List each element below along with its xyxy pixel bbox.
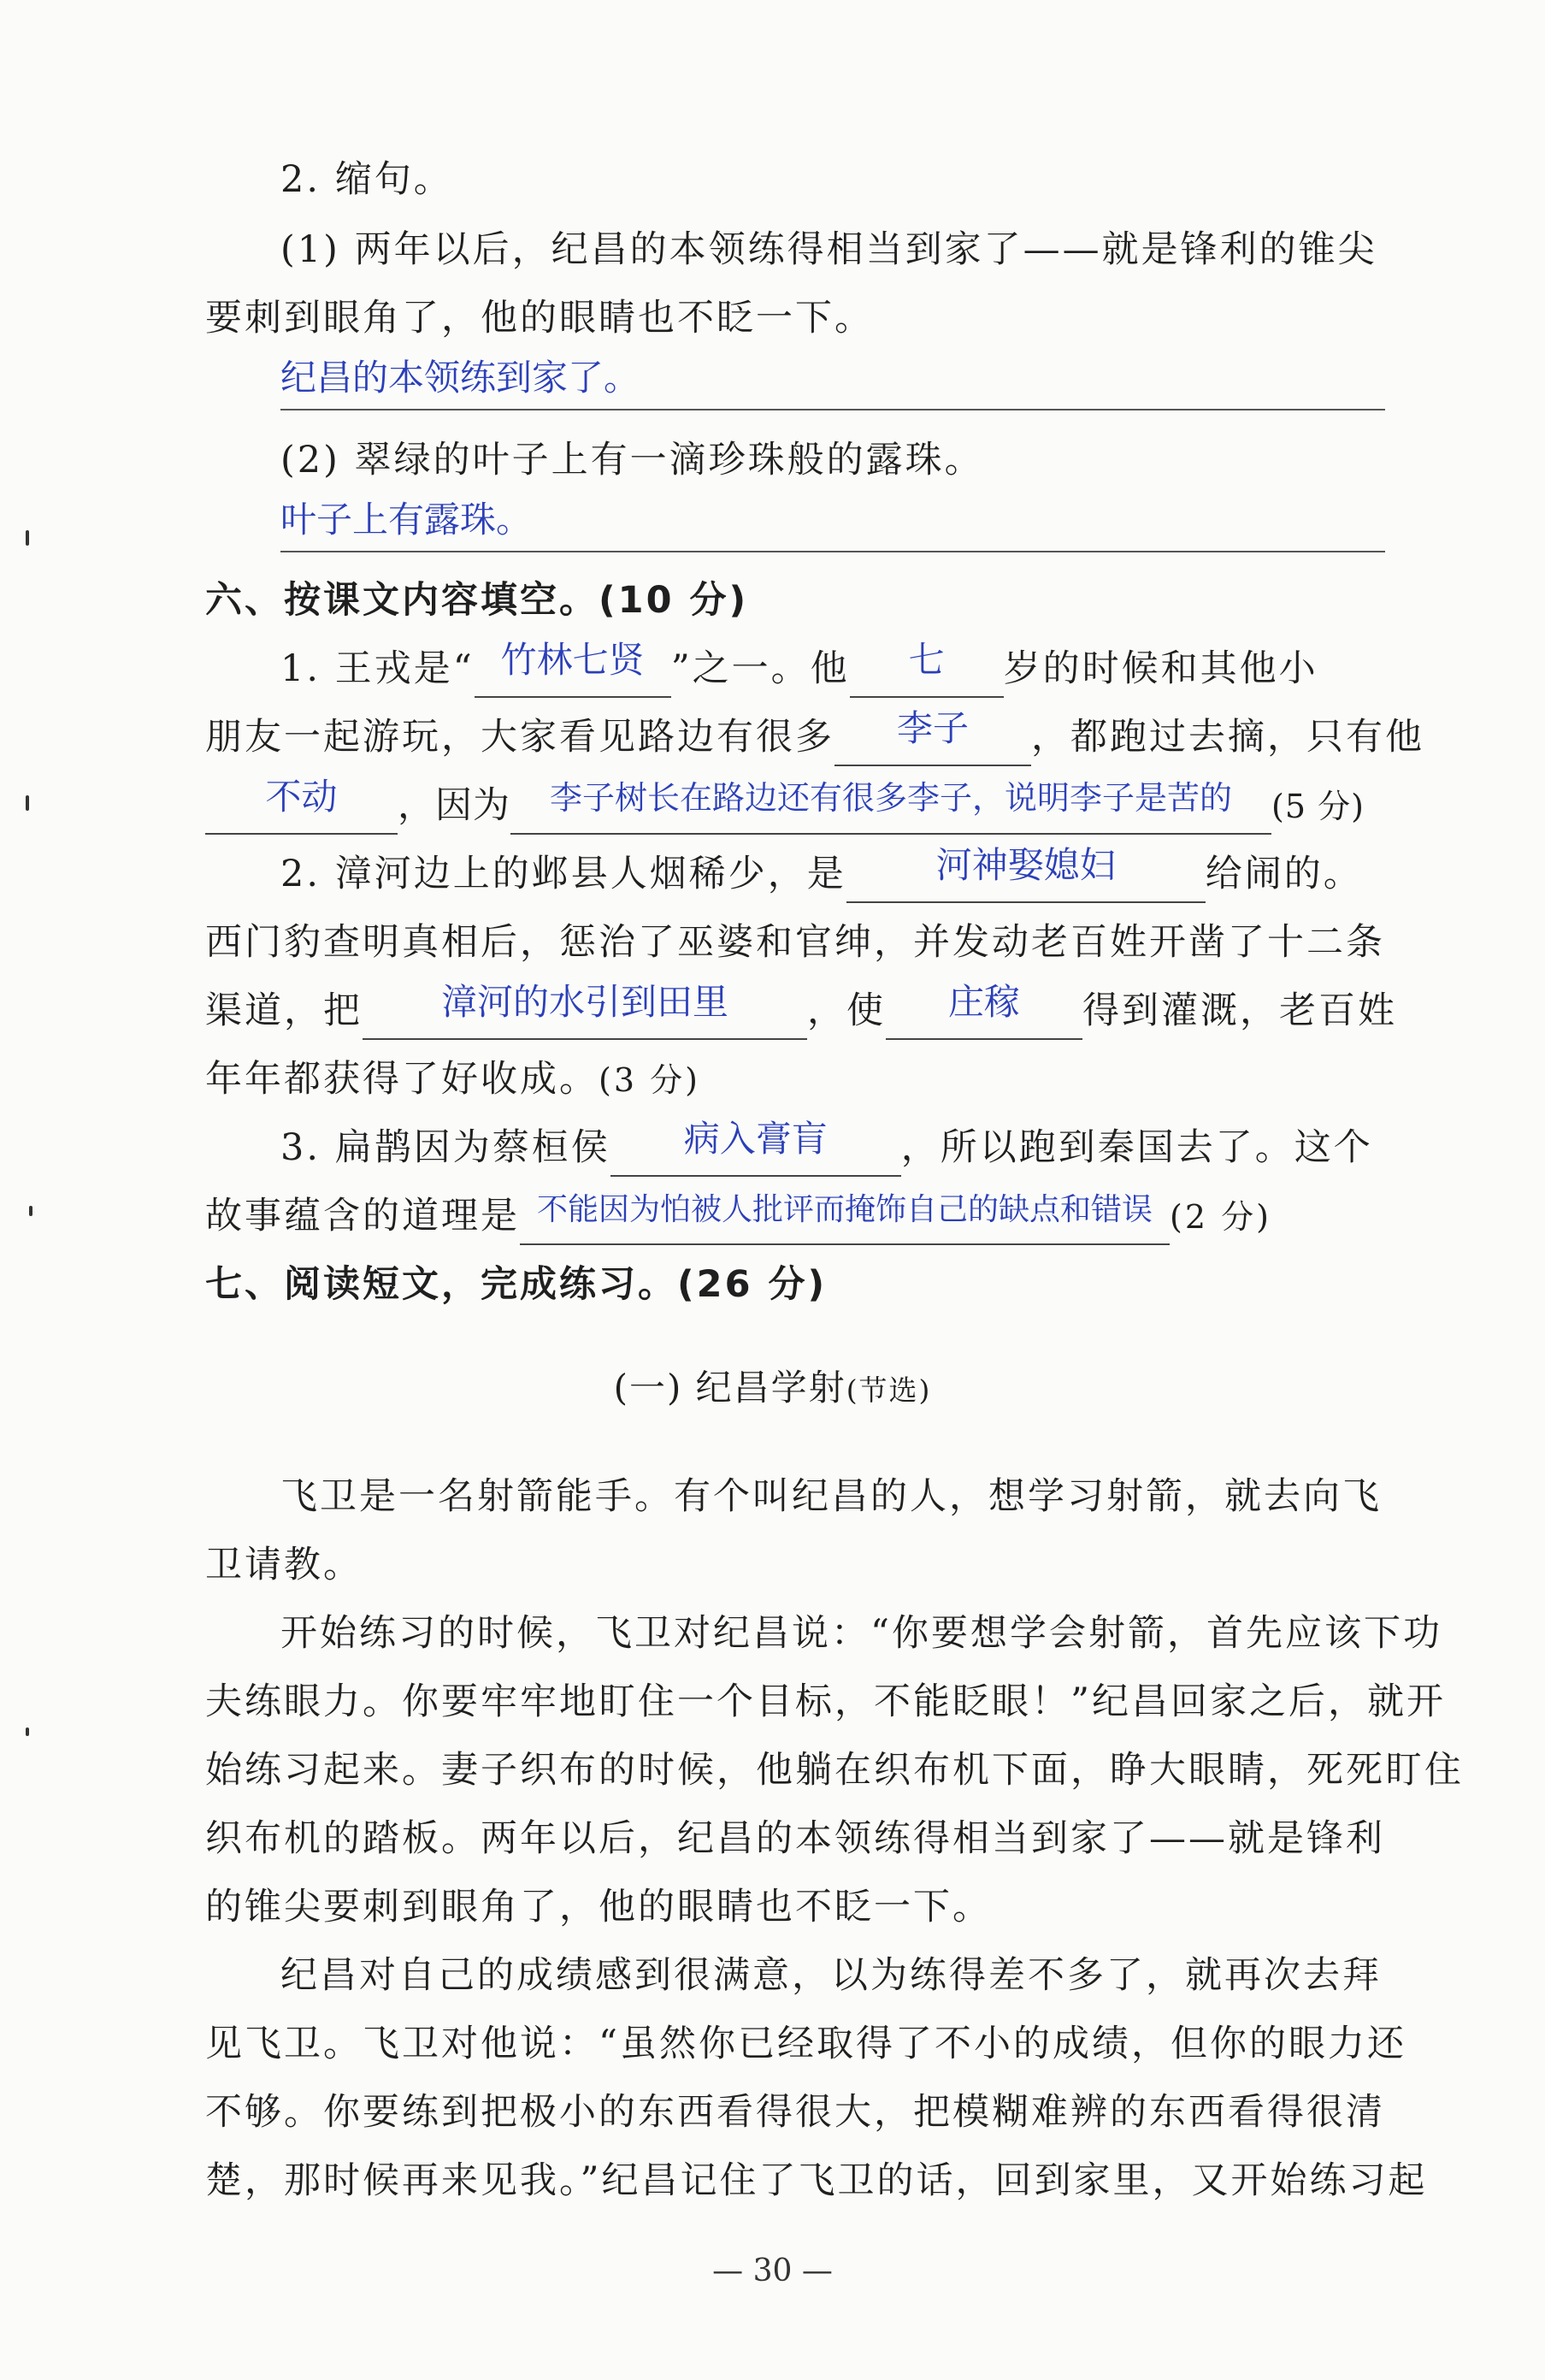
q2-s2-answer: 叶子上有露珠。 xyxy=(280,499,533,540)
text: ，使 xyxy=(807,989,886,1032)
binding-mark xyxy=(26,530,29,546)
blank-stay xyxy=(205,776,398,835)
sec6-p2-line3 xyxy=(205,981,1397,1040)
text: 年年都获得了好收成。 xyxy=(205,1058,599,1101)
text: 3. 扁鹊因为蔡桓侯 xyxy=(280,1126,610,1169)
page-number: — 30 — xyxy=(712,2253,833,2288)
answer-text: 漳河的水引到田里 xyxy=(440,981,728,1023)
text: ”之一。他 xyxy=(670,647,850,690)
sec6-p3-line1 xyxy=(280,1118,1460,1177)
para1-line: 飞卫是一名射箭能手。有个叫纪昌的人，想学习射箭，就去向飞 xyxy=(280,1475,1382,1518)
text: 渠道，把 xyxy=(205,989,363,1032)
text: 给闹的。 xyxy=(1205,853,1363,895)
binding-mark xyxy=(26,1727,29,1736)
sec6-p1-line3 xyxy=(205,776,1385,835)
score: (2 分) xyxy=(1170,1198,1271,1236)
q2-s1-line2: 要刺到眼角了，他的眼睛也不眨一下。 xyxy=(205,297,874,340)
answer-text: 李子树长在路边还有很多李子，说明李子是苦的 xyxy=(549,779,1232,817)
text: 得到灌溉，老百姓 xyxy=(1082,989,1397,1032)
answer-text: 不能因为怕被人批评而掩饰自己的缺点和错误 xyxy=(536,1192,1153,1227)
para3-line: 见飞卫。飞卫对他说：“虽然你已经取得了不小的成绩，但你的眼力还 xyxy=(205,2023,1406,2065)
para3-line: 不够。你要练到把极小的东西看得很大，把模糊难辨的东西看得很清 xyxy=(205,2091,1385,2134)
q2-s2-line1: (2) 翠绿的叶子上有一滴珍珠般的露珠。 xyxy=(280,439,984,481)
sec6-p1-line2 xyxy=(205,707,1424,766)
text: 2. 漳河边上的邺县人烟稀少，是 xyxy=(280,853,846,895)
blank-water xyxy=(363,981,807,1040)
sec6-p1-line1 xyxy=(280,639,1460,698)
score: (5 分) xyxy=(1271,788,1365,825)
para3-line: 楚，那时候再来见我。”纪昌记住了飞卫的话，回到家里，又开始练习起 xyxy=(205,2159,1428,2202)
answer-line xyxy=(280,551,1385,552)
blank-reason xyxy=(510,779,1271,835)
blank-bamboo xyxy=(475,639,671,698)
blank-river-god xyxy=(846,844,1206,903)
para2-line: 夫练眼力。你要牢牢地盯住一个目标，不能眨眼！”纪昌回家之后，就开 xyxy=(205,1680,1446,1723)
para3-line: 纪昌对自己的成绩感到很满意，以为练得差不多了，就再次去拜 xyxy=(280,1954,1382,1997)
para2-line: 织布机的踏板。两年以后，纪昌的本领练得相当到家了——就是锋利 xyxy=(205,1817,1385,1860)
q2-s1-answer: 纪昌的本领练到家了。 xyxy=(280,357,640,399)
text: ，所以跑到秦国去了。这个 xyxy=(900,1126,1373,1169)
para2-line: 始练习起来。妻子织布的时候，他躺在织布机下面，睁大眼睛，死死盯住 xyxy=(205,1749,1464,1792)
section7-heading: 七、阅读短文，完成练习。(26 分) xyxy=(205,1263,828,1306)
text: ，都跑过去摘，只有他 xyxy=(1031,716,1424,759)
answer-text: 七 xyxy=(908,639,945,681)
text: ，因为 xyxy=(398,784,510,827)
blank-age xyxy=(850,639,1004,698)
passage-title xyxy=(0,1360,1545,1411)
blank-crops xyxy=(886,981,1082,1040)
blank-illness xyxy=(610,1118,901,1177)
para2-line: 开始练习的时候，飞卫对纪昌说：“你要想学会射箭，首先应该下功 xyxy=(280,1612,1442,1655)
para2-line: 的锥尖要刺到眼角了，他的眼睛也不眨一下。 xyxy=(205,1886,992,1928)
binding-mark xyxy=(29,1206,32,1216)
answer-line xyxy=(280,409,1385,410)
text: 岁的时候和其他小 xyxy=(1003,647,1318,690)
answer-text: 庄稼 xyxy=(947,981,1020,1023)
answer-text: 李子 xyxy=(896,707,969,749)
passage-title-note: (节选) xyxy=(846,1373,932,1407)
answer-text: 病入膏肓 xyxy=(683,1118,828,1160)
section6-heading: 六、按课文内容填空。(10 分) xyxy=(205,579,749,622)
score: (3 分) xyxy=(599,1061,700,1099)
sec6-p2-line2: 西门豹查明真相后，惩治了巫婆和官绅，并发动老百姓开凿了十二条 xyxy=(205,921,1385,964)
sec6-p2-line1 xyxy=(280,844,1460,903)
blank-plums xyxy=(834,707,1031,766)
para1-line: 卫请教。 xyxy=(205,1544,363,1586)
text: 故事蕴含的道理是 xyxy=(205,1195,520,1237)
q2-heading: 2. 缩句。 xyxy=(280,158,453,201)
text: 朋友一起游玩，大家看见路边有很多 xyxy=(205,716,834,759)
sec6-p3-line2 xyxy=(205,1190,1385,1245)
binding-mark xyxy=(26,795,29,811)
answer-text: 河神娶媳妇 xyxy=(935,844,1116,886)
passage-title-main: (一) 纪昌学射 xyxy=(613,1367,846,1409)
blank-moral xyxy=(520,1194,1170,1245)
answer-text: 不动 xyxy=(265,776,338,818)
q2-s1-line1: (1) 两年以后，纪昌的本领练得相当到家了——就是锋利的锥尖 xyxy=(280,228,1377,271)
answer-text: 竹林七贤 xyxy=(500,639,645,681)
text: 1. 王戎是“ xyxy=(280,647,475,690)
sec6-p2-line4 xyxy=(205,1054,1385,1106)
